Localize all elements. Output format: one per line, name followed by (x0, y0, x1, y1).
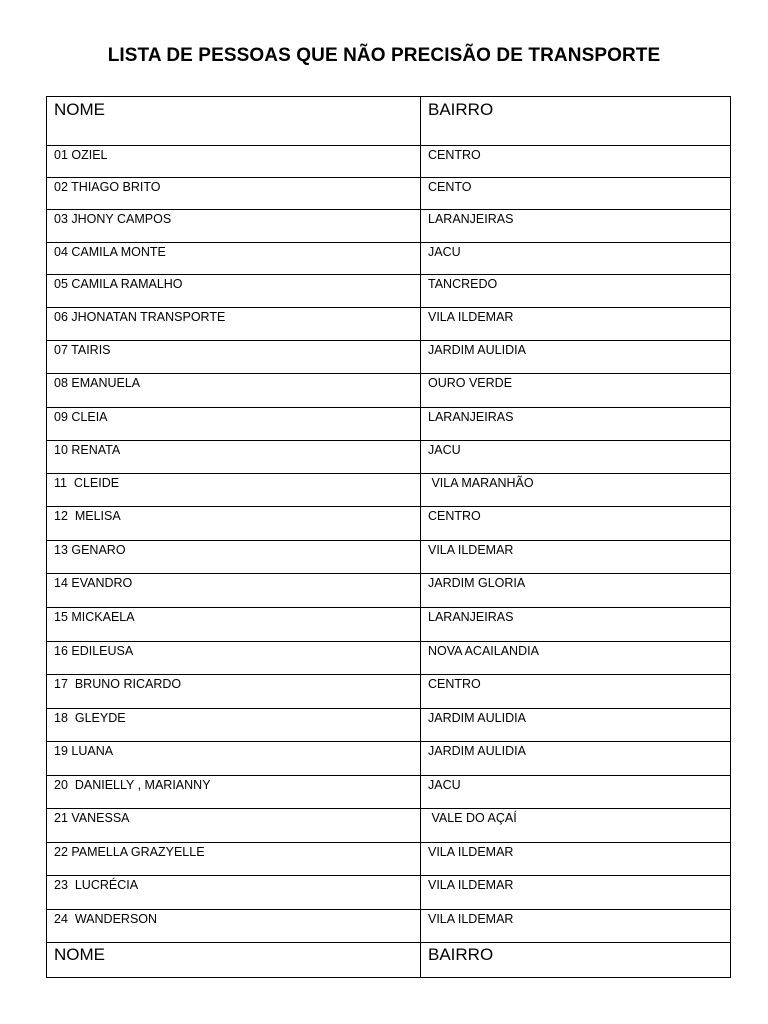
footer-nome: NOME (47, 943, 421, 978)
cell-bairro: VILA MARANHÃO (421, 474, 731, 507)
cell-bairro: TANCREDO (421, 275, 731, 308)
table-footer-row (47, 943, 731, 978)
cell-bairro: VILA ILDEMAR (421, 876, 731, 910)
cell-bairro: CENTRO (421, 675, 731, 709)
cell-bairro: OURO VERDE (421, 374, 731, 408)
cell-nome: 09 CLEIA (47, 408, 421, 441)
table-row (47, 910, 731, 943)
cell-nome: 02 THIAGO BRITO (47, 178, 421, 210)
table-row (47, 608, 731, 642)
cell-nome: 11 CLEIDE (47, 474, 421, 507)
cell-bairro: JARDIM GLORIA (421, 574, 731, 608)
cell-bairro: JACU (421, 441, 731, 474)
cell-nome: 01 OZIEL (47, 146, 421, 178)
cell-nome: 14 EVANDRO (47, 574, 421, 608)
cell-bairro: JARDIM AULIDIA (421, 341, 731, 374)
cell-bairro: CENTO (421, 178, 731, 210)
table-row (47, 474, 731, 507)
table-row (47, 146, 731, 178)
footer-bairro: BAIRRO (421, 943, 731, 978)
cell-nome: 05 CAMILA RAMALHO (47, 275, 421, 308)
cell-nome: 03 JHONY CAMPOS (47, 210, 421, 243)
table-row (47, 441, 731, 474)
cell-bairro: JARDIM AULIDIA (421, 742, 731, 776)
cell-bairro: VILA ILDEMAR (421, 843, 731, 876)
table-row (47, 210, 731, 243)
cell-nome: 07 TAIRIS (47, 341, 421, 374)
table-row (47, 308, 731, 341)
table-row (47, 541, 731, 574)
cell-bairro: CENTRO (421, 146, 731, 178)
cell-bairro: JACU (421, 243, 731, 275)
table-row (47, 507, 731, 541)
cell-bairro: VILA ILDEMAR (421, 308, 731, 341)
table-row (47, 408, 731, 441)
table-row (47, 374, 731, 408)
cell-nome: 12 MELISA (47, 507, 421, 541)
cell-nome: 13 GENARO (47, 541, 421, 574)
cell-nome: 21 VANESSA (47, 809, 421, 843)
cell-bairro: CENTRO (421, 507, 731, 541)
cell-bairro: LARANJEIRAS (421, 608, 731, 642)
cell-nome: 17 BRUNO RICARDO (47, 675, 421, 709)
cell-nome: 23 LUCRÉCIA (47, 876, 421, 910)
table-row (47, 574, 731, 608)
table-row (47, 809, 731, 843)
cell-nome: 04 CAMILA MONTE (47, 243, 421, 275)
table-row (47, 776, 731, 809)
cell-bairro: VALE DO AÇAÍ (421, 809, 731, 843)
document-title: LISTA DE PESSOAS QUE NÃO PRECISÃO DE TRANSPORTE (107, 45, 661, 66)
cell-nome: 22 PAMELLA GRAZYELLE (47, 843, 421, 876)
cell-nome: 10 RENATA (47, 441, 421, 474)
cell-nome: 16 EDILEUSA (47, 642, 421, 675)
header-bairro: BAIRRO (421, 97, 731, 146)
cell-bairro: LARANJEIRAS (421, 408, 731, 441)
people-table (46, 96, 731, 978)
cell-bairro: JACU (421, 776, 731, 809)
table-row (47, 675, 731, 709)
cell-bairro: VILA ILDEMAR (421, 910, 731, 943)
table-header-row (47, 97, 731, 146)
cell-nome: 15 MICKAELA (47, 608, 421, 642)
cell-bairro: LARANJEIRAS (421, 210, 731, 243)
cell-nome: 06 JHONATAN TRANSPORTE (47, 308, 421, 341)
table-row (47, 843, 731, 876)
cell-nome: 18 GLEYDE (47, 709, 421, 742)
table-row (47, 341, 731, 374)
cell-nome: 19 LUANA (47, 742, 421, 776)
cell-bairro: JARDIM AULIDIA (421, 709, 731, 742)
cell-nome: 20 DANIELLY , MARIANNY (47, 776, 421, 809)
cell-bairro: NOVA ACAILANDIA (421, 642, 731, 675)
cell-nome: 08 EMANUELA (47, 374, 421, 408)
header-nome: NOME (47, 97, 421, 146)
table-row (47, 178, 731, 210)
table-row (47, 709, 731, 742)
table-row (47, 742, 731, 776)
cell-bairro: VILA ILDEMAR (421, 541, 731, 574)
table-row (47, 275, 731, 308)
table-row (47, 642, 731, 675)
table-row (47, 876, 731, 910)
table-row (47, 243, 731, 275)
cell-nome: 24 WANDERSON (47, 910, 421, 943)
